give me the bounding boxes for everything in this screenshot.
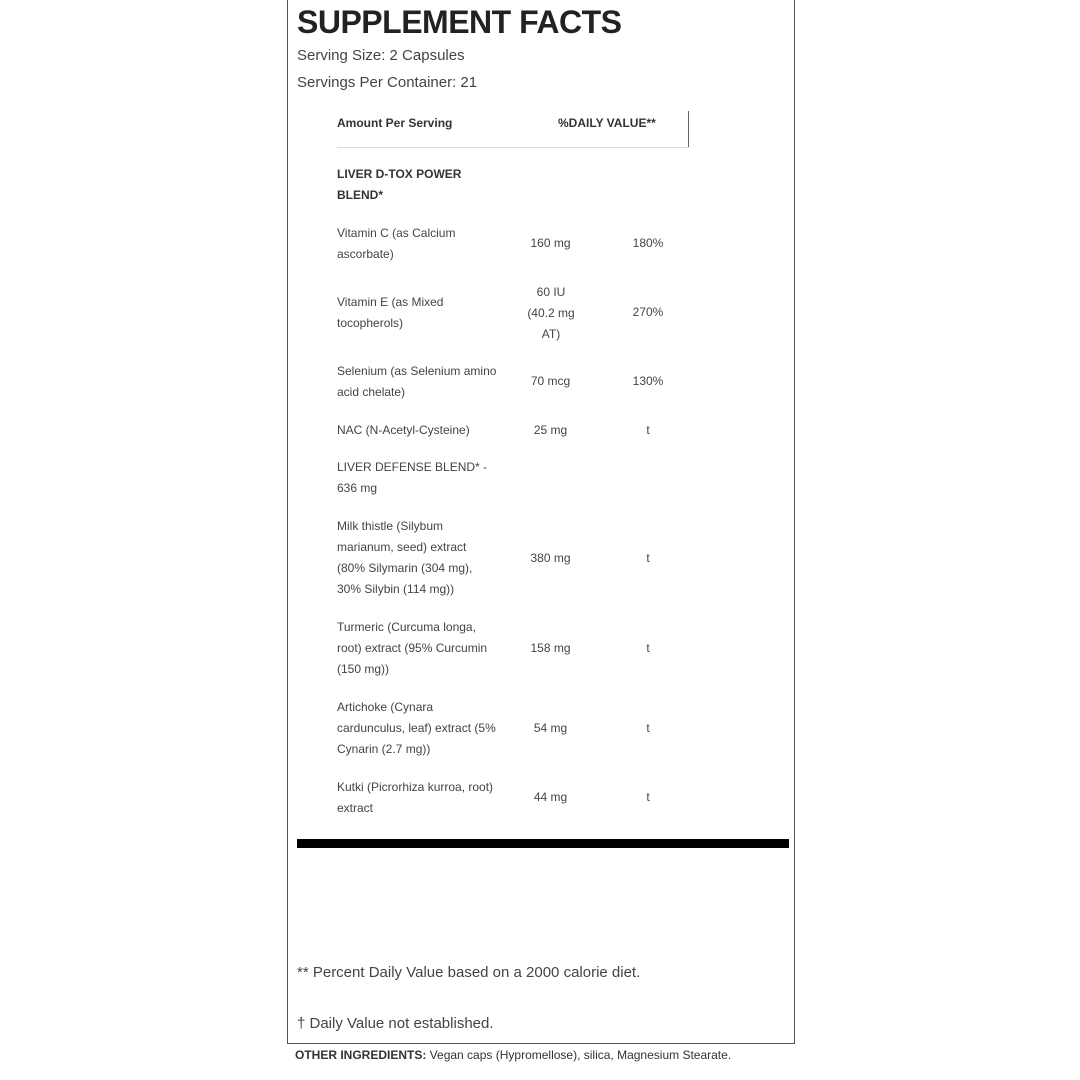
amount-per-serving-header: Amount Per Serving — [337, 116, 453, 130]
page-title: SUPPLEMENT FACTS — [297, 4, 622, 40]
servings-per-container: Servings Per Container: 21 — [297, 74, 478, 91]
ingredient-amount: 160 mg — [530, 236, 571, 250]
daily-value-header: %DAILY VALUE** — [558, 116, 656, 130]
other-ingredients-label: OTHER INGREDIENTS: — [295, 1048, 427, 1062]
ingredient-daily-value: 130% — [632, 374, 664, 388]
ingredient-daily-value: t — [646, 551, 650, 565]
ingredient-amount: 25 mg — [533, 423, 568, 437]
ingredient-name: Selenium (as Selenium amino acid chelate) — [337, 364, 497, 399]
ingredient-name: Turmeric (Curcuma longa, root) extract (95% Curcumin (150 mg)) — [337, 620, 488, 676]
ingredient-daily-value: t — [646, 423, 650, 437]
ingredient-amount: 44 mg — [533, 790, 568, 804]
ingredient-name: LIVER DEFENSE BLEND* - 636 mg — [337, 460, 488, 495]
ingredient-amount: 60 IU (40.2 mg AT) — [527, 285, 575, 341]
ingredient-name: Milk thistle (Silybum marianum, seed) extract (80% Silymarin (304 mg), 30% Silybin (114 mg)) — [337, 519, 473, 596]
ingredient-amount: 70 mcg — [530, 374, 571, 388]
ingredient-name: Kutki (Picrorhiza kurroa, root) extract — [337, 780, 494, 815]
ingredient-daily-value: t — [646, 641, 650, 655]
ingredient-name: Artichoke (Cynara cardunculus, leaf) extract (5% Cynarin (2.7 mg)) — [337, 700, 496, 756]
ingredient-name: Vitamin E (as Mixed tocopherols) — [337, 295, 444, 330]
ingredient-daily-value: t — [646, 721, 650, 735]
ingredient-amount: 380 mg — [530, 551, 571, 565]
serving-size: Serving Size: 2 Capsules — [297, 47, 465, 64]
supplement-facts-panel — [287, 0, 795, 1044]
ingredient-daily-value: 180% — [632, 236, 664, 250]
ingredient-daily-value: 270% — [632, 305, 664, 319]
header-divider — [688, 111, 689, 147]
ingredient-name: Vitamin C (as Calcium ascorbate) — [337, 226, 456, 261]
ingredient-name: LIVER D-TOX POWER BLEND* — [337, 167, 462, 202]
daily-value-footnote: ** Percent Daily Value based on a 2000 calorie diet. — [297, 964, 641, 981]
header-rule — [337, 147, 689, 148]
other-ingredients — [295, 1048, 731, 1062]
ingredient-amount: 54 mg — [533, 721, 568, 735]
not-established-footnote: † Daily Value not established. — [297, 1015, 494, 1032]
thick-divider — [297, 839, 789, 848]
ingredient-name: NAC (N-Acetyl-Cysteine) — [337, 423, 470, 437]
ingredient-amount: 158 mg — [530, 641, 571, 655]
other-ingredients-text: Vegan caps (Hypromellose), silica, Magnesium Stearate. — [426, 1048, 732, 1062]
ingredient-daily-value: t — [646, 790, 650, 804]
